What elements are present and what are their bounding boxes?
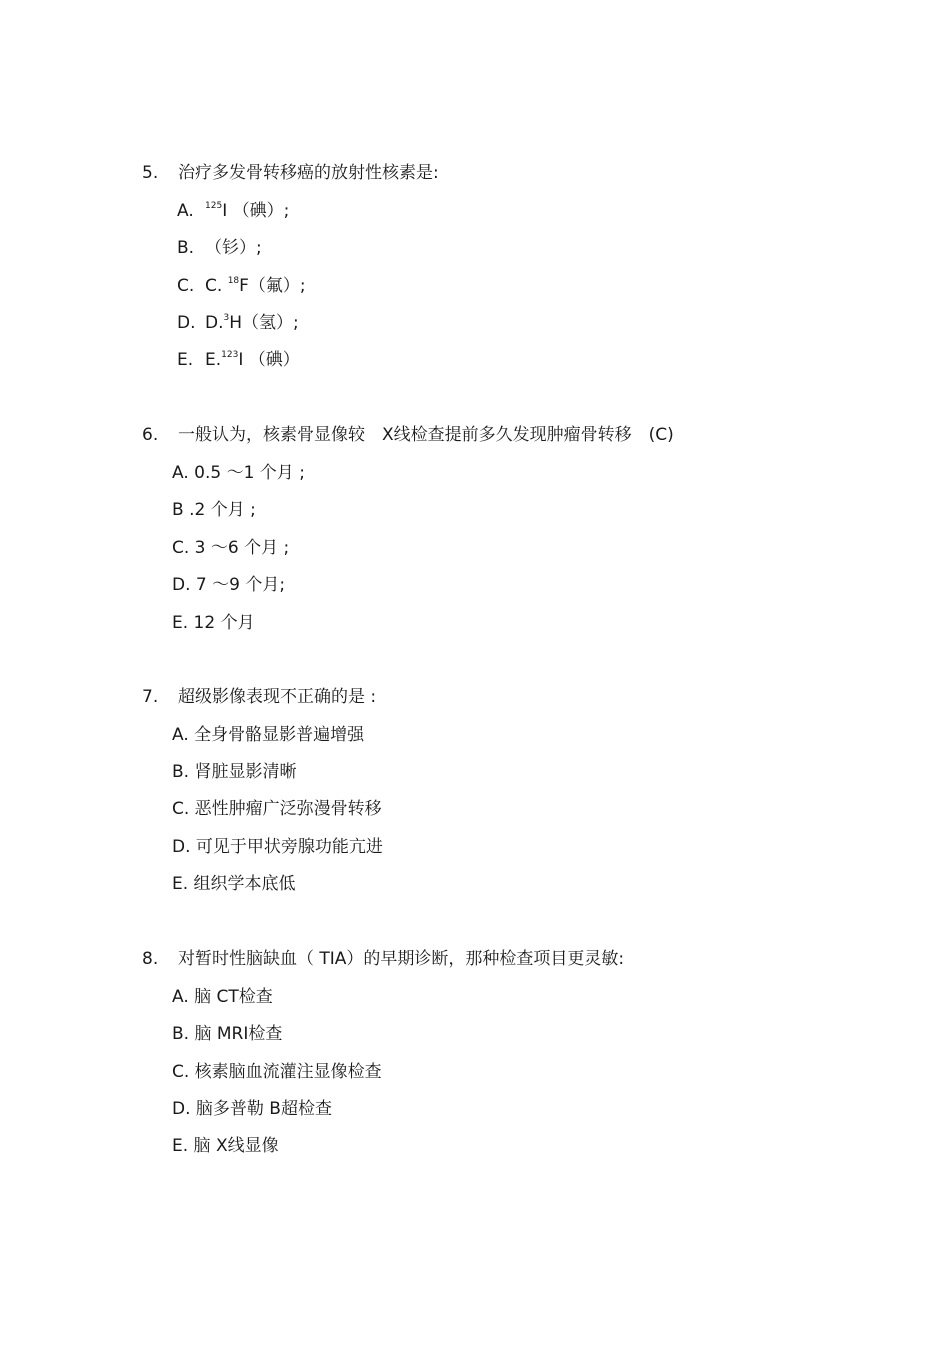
isotope-mass: 123 (221, 350, 239, 360)
option-8d: D. 脑多普勒 B超检查 (172, 1099, 332, 1119)
option-7b: B. 肾脏显影清晰 (172, 762, 297, 782)
option-5d (177, 312, 299, 334)
option-5b (177, 237, 262, 259)
question-text: 超级影像表现不正确的是 : (178, 687, 377, 707)
question-6 (142, 424, 674, 446)
option-text: I （碘）; (222, 201, 290, 221)
option-5e (177, 349, 300, 371)
option-7c: C. 恶性肿瘤广泛弥漫骨转移 (172, 799, 382, 819)
question-number: 6. (142, 425, 159, 445)
option-8a: A. 脑 CT检查 (172, 987, 273, 1007)
option-8b: B. 脑 MRI检查 (172, 1024, 283, 1044)
question-7 (142, 686, 376, 708)
option-8c: C. 核素脑血流灌注显像检查 (172, 1062, 382, 1082)
option-prefix: C. (205, 276, 223, 296)
option-6b: B .2 个月 ; (172, 500, 256, 520)
option-text: F（氟）; (239, 276, 306, 296)
option-text: I （碘） (238, 350, 300, 370)
isotope-mass: 18 (227, 276, 240, 286)
option-prefix: D. (205, 313, 224, 333)
option-label: A. (177, 201, 194, 221)
option-label: D. (177, 313, 196, 333)
option-6c: C. 3 ～6 个月 ; (172, 538, 290, 558)
question-number: 5. (142, 163, 159, 183)
option-text: H（氢）; (229, 313, 299, 333)
option-6e: E. 12 个月 (172, 613, 255, 633)
option-7a: A. 全身骨骼显影普遍增强 (172, 725, 365, 745)
option-text: （钐）; (205, 238, 262, 258)
question-text: 治疗多发骨转移癌的放射性核素是: (178, 163, 439, 183)
option-6d: D. 7 ～9 个月; (172, 575, 286, 595)
option-label: E. (177, 350, 194, 370)
option-5a (177, 200, 289, 222)
question-number: 8. (142, 949, 159, 969)
option-label: C. (177, 276, 195, 296)
question-number: 7. (142, 687, 159, 707)
question-text: 一般认为，核素骨显像较 X线检查提前多久发现肿瘤骨转移 (C) (178, 425, 674, 445)
option-8e: E. 脑 X线显像 (172, 1136, 279, 1156)
option-7e: E. 组织学本底低 (172, 874, 296, 894)
option-5c (177, 275, 306, 297)
question-text: 对暂时性脑缺血（ TIA）的早期诊断，那种检查项目更灵敏: (178, 949, 625, 969)
option-label: B. (177, 238, 195, 258)
option-7d: D. 可见于甲状旁腺功能亢进 (172, 837, 383, 857)
isotope-mass: 125 (205, 201, 223, 211)
question-8 (142, 948, 624, 970)
isotope-mass: 3 (223, 313, 230, 323)
option-6a: A. 0.5 ～1 个月 ; (172, 463, 305, 483)
question-5 (142, 162, 439, 184)
option-prefix: E. (205, 350, 222, 370)
